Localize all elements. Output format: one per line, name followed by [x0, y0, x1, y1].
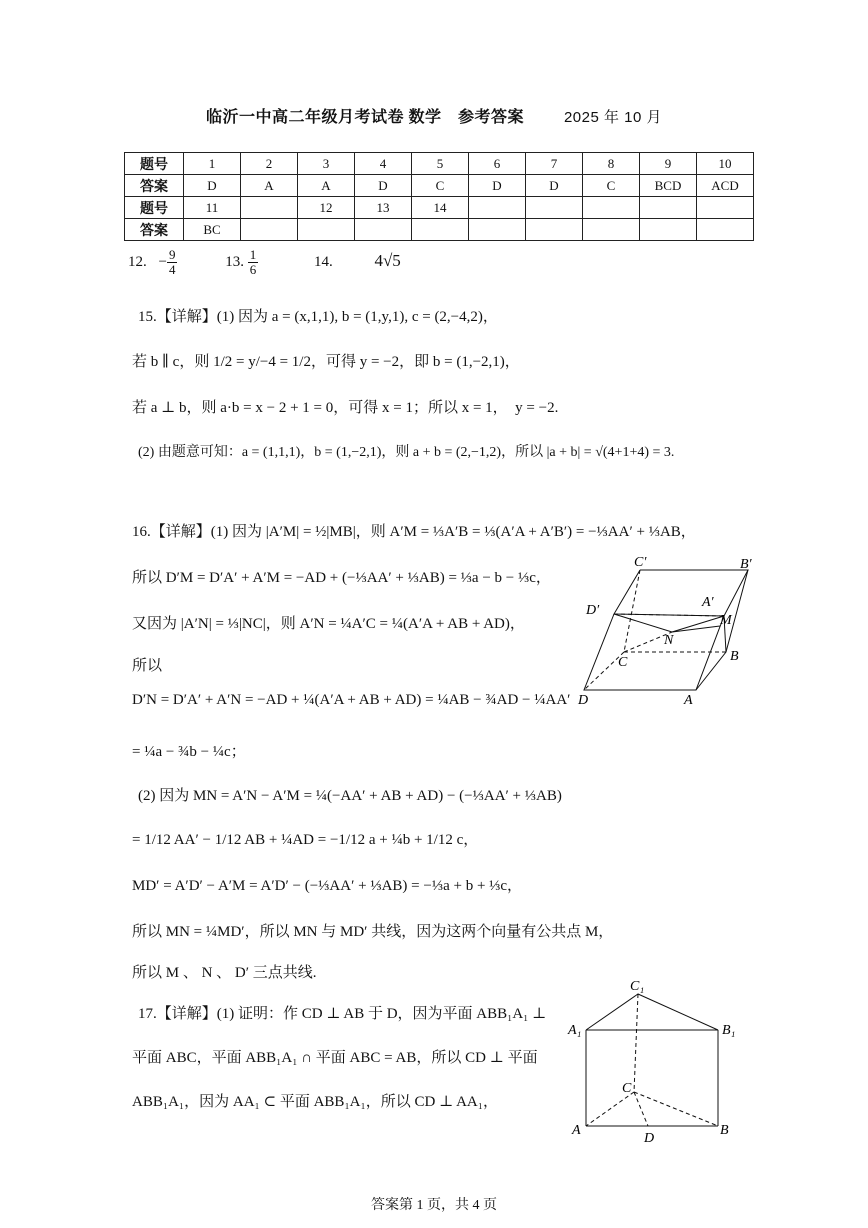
table-cell: D: [469, 175, 526, 197]
table-row: [125, 153, 754, 175]
q15-line-3: 若 a ⊥ b，则 a·b = x − 2 + 1 = 0，可得 x = 1；所以 x = 1， y = −2.: [132, 400, 559, 416]
label-b1: B₁: [722, 1023, 736, 1038]
q14-value: 4√5: [374, 250, 401, 270]
page-title: [0, 104, 868, 127]
label-a: A: [684, 693, 693, 708]
table-row: [125, 219, 754, 241]
table-cell: [469, 197, 526, 219]
label-a: A: [572, 1123, 581, 1138]
table-cell: ACD: [697, 175, 754, 197]
q12-numerator: 9: [168, 247, 176, 262]
table-cell: D: [355, 175, 412, 197]
label-b: B: [730, 649, 739, 664]
table-cell: [412, 219, 469, 241]
title-date: 2025 年 10 月: [563, 109, 663, 126]
label-n: N: [664, 633, 674, 648]
table-cell: 11: [184, 197, 241, 219]
hidden-edge-cb: [634, 1092, 718, 1126]
line-na: [672, 616, 724, 632]
q12-label: 12.: [128, 253, 147, 270]
table-header-cell: 答案: [125, 175, 184, 197]
table-cell: 8: [583, 153, 640, 175]
table-cell: 9: [640, 153, 697, 175]
q16-line-7: (2) 因为 MN = A′N − A′M = ¼(−AA′ + AB + AD) − (−⅓AA′ + ⅓AB): [138, 788, 562, 804]
hidden-edge-ca: [586, 1092, 634, 1126]
table-cell: D: [526, 175, 583, 197]
table-cell: [640, 219, 697, 241]
fill-in-answers: 12. − $\frac{9}{4}$ 13. $\frac{1}{6}$ 14. 4√5: [128, 247, 401, 277]
label-c1: C₁: [630, 979, 645, 994]
table-cell: [583, 219, 640, 241]
q12-fraction: [167, 248, 178, 277]
table-cell: 10: [697, 153, 754, 175]
label-d: D: [644, 1131, 655, 1146]
q13-fraction: [248, 248, 259, 277]
table-header-cell: 题号: [125, 197, 184, 219]
table-cell: A: [241, 175, 298, 197]
label-a1: A₁: [568, 1023, 582, 1038]
line-dn: [614, 614, 672, 632]
q16-line-6: = ¼a − ¾b − ¼c；: [132, 744, 246, 760]
label-m: M: [720, 613, 732, 628]
table-cell: D: [184, 175, 241, 197]
table-cell: 1: [184, 153, 241, 175]
table-cell: [526, 197, 583, 219]
parallelepiped-figure: [576, 552, 776, 710]
label-b-prime: B′: [740, 557, 752, 572]
q16-line-1: 16.【详解】(1) 因为 |A′M| = ½|MB|，则 A′M = ⅓A′B = ⅓(A′A + A′B′) = −⅓AA′ + ⅓AB，: [132, 524, 696, 540]
table-cell: [241, 219, 298, 241]
hidden-edge-cc1: [634, 994, 638, 1092]
q13-label: 13.: [225, 253, 244, 270]
table-cell: 4: [355, 153, 412, 175]
q13-numerator: 1: [249, 247, 257, 262]
q12-denominator: 4: [168, 262, 176, 277]
table-cell: 5: [412, 153, 469, 175]
q16-line-10: 所以 MN = ¼MD′，所以 MN 与 MD′ 共线，因为这两个向量有公共点 M，: [132, 924, 614, 940]
table-header-cell: 题号: [125, 153, 184, 175]
q16-line-9: MD′ = A′D′ − A′M = A′D′ − (−⅓AA′ + ⅓AB) = −⅓a + b + ⅓c，: [132, 878, 523, 894]
page-footer: 答案第 1 页，共 4 页: [371, 1198, 497, 1213]
table-cell: [469, 219, 526, 241]
q17-line-3: ABB₁A₁，因为 AA₁ ⊂ 平面 ABB₁A₁，所以 CD ⊥ AA₁，: [132, 1094, 498, 1110]
label-a-prime: A′: [702, 595, 714, 610]
q16-line-8: = 1/12 AA′ − 1/12 AB + ¼AD = −1/12 a + ¼b + 1/12 c，: [132, 832, 479, 848]
q16-line-5: D′N = D′A′ + A′N = −AD + ¼(A′A + AB + AD) = ¼AB − ¾AD − ¼AA′: [132, 692, 571, 708]
title-text: 临沂一中高二年级月考试卷 数学 参考答案: [205, 109, 524, 126]
table-cell: [697, 197, 754, 219]
hidden-edge-cd: [634, 1092, 648, 1126]
q13-denominator: 6: [249, 262, 257, 277]
table-cell: A: [298, 175, 355, 197]
table-cell: 7: [526, 153, 583, 175]
top-triangle: [586, 994, 718, 1030]
table-cell: C: [412, 175, 469, 197]
label-c: C: [618, 655, 628, 670]
table-cell: [697, 219, 754, 241]
top-face: [614, 570, 748, 616]
q16-line-4: 所以: [132, 658, 163, 674]
prism-figure: [564, 976, 754, 1148]
table-cell: [241, 197, 298, 219]
label-c: C: [622, 1081, 632, 1096]
table-cell: 12: [298, 197, 355, 219]
q15-line-2: 若 b ∥ c，则 1/2 = y/−4 = 1/2，可得 y = −2，即 b = (1,−2,1)，: [132, 354, 520, 370]
table-row: [125, 197, 754, 219]
q17-line-2: 平面 ABC，平面 ABB₁A₁ ∩ 平面 ABC = AB，所以 CD ⊥ 平面: [132, 1050, 538, 1066]
q15-line-1: 15.【详解】(1) 因为 a = (x,1,1), b = (1,y,1), c = (2,−4,2)，: [138, 309, 498, 325]
q17-line-1: 17.【详解】(1) 证明：作 CD ⊥ AB 于 D，因为平面 ABB₁A₁ ⊥: [138, 1006, 547, 1022]
table-row: [125, 175, 754, 197]
label-c-prime: C′: [634, 555, 647, 570]
table-cell: BCD: [640, 175, 697, 197]
table-cell: 2: [241, 153, 298, 175]
table-cell: BC: [184, 219, 241, 241]
table-cell: [640, 197, 697, 219]
label-d: D: [578, 693, 589, 708]
table-cell: 13: [355, 197, 412, 219]
table-cell: C: [583, 175, 640, 197]
table-cell: 14: [412, 197, 469, 219]
line-nm: [672, 626, 720, 632]
hidden-edge-cc: [624, 570, 640, 652]
q15-line-4: (2) 由题意可知：a = (1,1,1)，b = (1,−2,1)，则 a + b = (2,−1,2)，所以 |a + b| = √(4+1+4) = 3.: [138, 445, 675, 460]
q16-line-2: 所以 D′M = D′A′ + A′M = −AD + (−⅓AA′ + ⅓AB) = ⅓a − b − ⅓c，: [132, 570, 551, 586]
q16-line-11: 所以 M 、 N 、 D′ 三点共线.: [132, 965, 317, 981]
answer-table: [124, 152, 754, 241]
table-cell: 3: [298, 153, 355, 175]
table-cell: 6: [469, 153, 526, 175]
right-edges: [696, 570, 748, 690]
table-cell: [355, 219, 412, 241]
label-b: B: [720, 1123, 729, 1138]
table-cell: [298, 219, 355, 241]
table-cell: [526, 219, 583, 241]
table-header-cell: 答案: [125, 219, 184, 241]
q16-line-3: 又因为 |A′N| = ⅓|NC|，则 A′N = ¼A′C = ¼(A′A + AB + AD)，: [132, 616, 525, 632]
table-cell: [583, 197, 640, 219]
label-d-prime: D′: [586, 603, 600, 618]
q14-label: 14.: [313, 253, 333, 270]
